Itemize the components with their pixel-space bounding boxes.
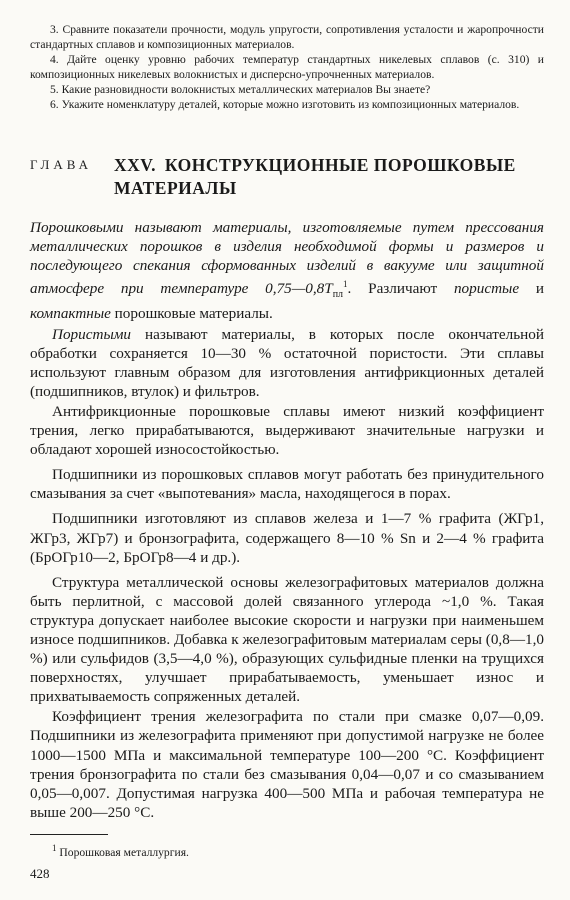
page — [30, 22, 544, 859]
definition-text: Порошковыми называют материалы, изготовляемые путем прессования металлических порошков в изделия необходимой формы и размеров и последующего спекания сформованных изделий в вакууме или защитной атмосфере при температуре 0,75—0,8T — [30, 219, 544, 298]
paragraph-porous — [30, 325, 544, 401]
page-number: 428 — [30, 866, 50, 881]
term-porous-2: Пористыми — [52, 325, 132, 343]
melting-subscript: пл — [332, 289, 344, 301]
chapter-label: ГЛАВА — [30, 157, 92, 172]
footnote-divider — [30, 834, 108, 835]
definition-after: . Различают — [347, 280, 454, 298]
footnote-text: Порошковая металлургия. — [56, 845, 189, 859]
chapter-title-line1: КОНСТРУКЦИОННЫЕ ПОРОШКОВЫЕ — [164, 155, 516, 175]
chapter-body — [30, 218, 544, 822]
paragraph-definition — [30, 218, 544, 324]
chapter-number: XXV. — [114, 155, 157, 175]
conjunction: и — [519, 280, 544, 298]
paragraph-bearings: Подшипники из порошковых сплавов могут работать без принудительного смазывания за счет «выпотевания» масла, находящегося в порах. — [30, 466, 544, 503]
question-3: 3. Сравните показатели прочности, модуль упругости, сопротивления усталости и жаропрочности стандартных сплавов и композиционных материалов. — [30, 23, 544, 51]
footnote-mark: 1 — [52, 842, 57, 853]
paragraph-structure: Структура металлической основы железографитовых материалов должна быть перлитной, с массовой долей связанного углерода ~1,0 %. Такая структура допускает наиболее высокие скорости и нагрузки при наименьшем износе подшипников. Добавка к железографитовым материалам серы (0,8—1,0 %) или сульфидов (3,5—4,0 %), образующих сульфидные пленки на трущихся поверхностях, улучшает прирабатываемость, уменьшает износ и прихватываемость сопряженных деталей. — [30, 573, 544, 706]
question-6: 6. Укажите номенклатуру деталей, которые можно изготовить из композиционных материалов. — [50, 98, 520, 111]
paragraph-friction: Коэффициент трения железографита по стали при смазке 0,07—0,09. Подшипники из железографита применяют при допустимой нагрузке не более 1000—1500 МПа и максимальной температуре 100—200 °С. Коэффициент трения бронзографита по стали без смазывания 0,04—0,07 и со смазыванием 0,05—0,007. Допустимая нагрузка 400—500 МПа и рабочая температура не выше 200—250 °С. — [30, 708, 544, 821]
chapter-title — [114, 154, 516, 200]
term-porous: пористые — [453, 280, 520, 298]
paragraph-antifriction: Антифрикционные порошковые сплавы имеют низкий коэффициент трения, легко прирабатываются, выдерживают значительные нагрузки и обладают хорошей износостойкостью. — [30, 402, 544, 459]
footnote — [30, 843, 544, 859]
porous-text: называют материалы, в которых после окончательной обработки сохраняется 10—30 % остаточной пористости. Эти сплавы используют главным образом для изготовления антифрикционных деталей (подшипников, втулок) и фильтров. — [30, 325, 544, 400]
review-questions — [30, 22, 544, 112]
footnote-ref: 1 — [343, 279, 348, 290]
term-compact: компактные — [30, 305, 111, 323]
definition-end: порошковые материалы. — [110, 305, 273, 323]
chapter-title-line2: МАТЕРИАЛЫ — [114, 178, 237, 198]
chapter-heading — [30, 154, 544, 200]
question-4: 4. Дайте оценку уровню рабочих температур стандартных никелевых сплавов (с. 310) и композиционных никелевых волокнистых и дисперсно-упрочненных материалов. — [30, 53, 544, 81]
paragraph-alloys: Подшипники изготовляют из сплавов железа и 1—7 % графита (ЖГр1, ЖГр3, ЖГр7) и бронзографита, содержащего 8—10 % Sn и 2—4 % графита (БрОГр10—2, БрОГр8—4 и др.). — [30, 510, 544, 566]
question-5: 5. Какие разновидности волокнистых металлических материалов Вы знаете? — [50, 83, 431, 96]
